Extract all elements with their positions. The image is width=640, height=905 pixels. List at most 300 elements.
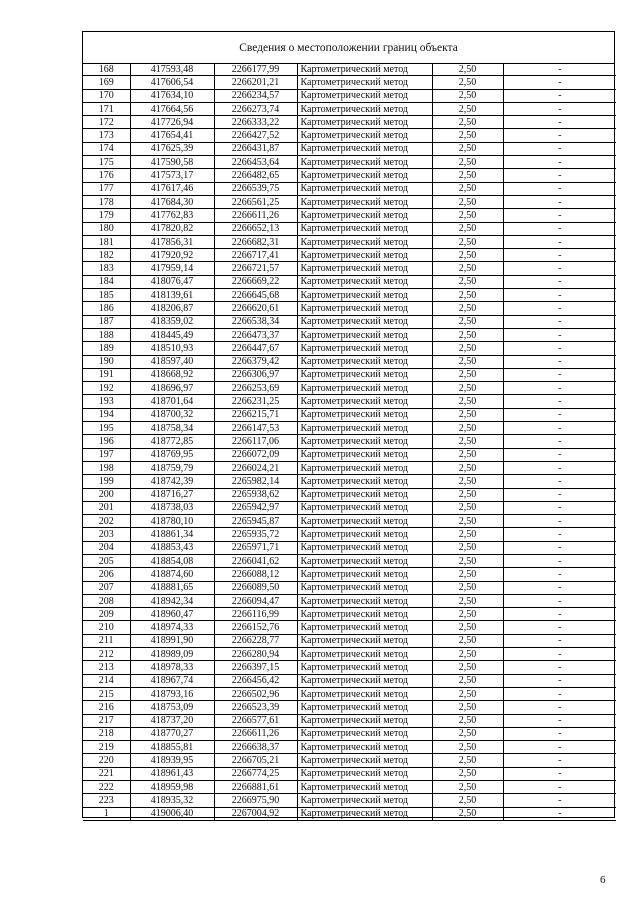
point-number-cell: 176 <box>83 169 130 182</box>
point-number-cell: 215 <box>83 687 130 700</box>
point-number-cell: 183 <box>83 262 130 275</box>
point-number-cell: 184 <box>83 275 130 288</box>
note-cell: - <box>503 568 616 581</box>
point-number-cell: 207 <box>83 581 130 594</box>
method-cell: Картометрический метод <box>297 355 432 368</box>
y-coordinate-cell: 2266024,21 <box>214 461 297 474</box>
method-cell: Картометрический метод <box>297 156 432 169</box>
point-number-cell: 190 <box>83 355 130 368</box>
y-coordinate-cell: 2265935,72 <box>214 528 297 541</box>
x-coordinate-cell: 417634,10 <box>130 89 214 102</box>
point-number-cell: 193 <box>83 395 130 408</box>
note-cell: - <box>503 195 616 208</box>
x-coordinate-cell: 417762,83 <box>130 209 214 222</box>
accuracy-cell: 2,50 <box>432 488 503 501</box>
table-row <box>83 76 616 89</box>
table-row <box>83 262 616 275</box>
note-cell: - <box>503 741 616 754</box>
point-number-cell: 206 <box>83 568 130 581</box>
table-row <box>83 461 616 474</box>
accuracy-cell: 2,50 <box>432 368 503 381</box>
x-coordinate-cell: 417593,48 <box>130 63 214 76</box>
document-frame <box>82 31 615 818</box>
point-number-cell: 187 <box>83 315 130 328</box>
x-coordinate-cell: 418942,34 <box>130 594 214 607</box>
y-coordinate-cell: 2266482,65 <box>214 169 297 182</box>
table-row <box>83 368 616 381</box>
note-cell: - <box>503 781 616 794</box>
x-coordinate-cell: 419006,40 <box>130 807 214 820</box>
method-cell: Картометрический метод <box>297 315 432 328</box>
table-row <box>83 342 616 355</box>
table-row <box>83 488 616 501</box>
accuracy-cell: 2,50 <box>432 727 503 740</box>
accuracy-cell: 2,50 <box>432 714 503 727</box>
method-cell: Картометрический метод <box>297 515 432 528</box>
y-coordinate-cell: 2266397,15 <box>214 661 297 674</box>
y-coordinate-cell: 2266228,77 <box>214 634 297 647</box>
y-coordinate-cell: 2266177,99 <box>214 63 297 76</box>
x-coordinate-cell: 418206,87 <box>130 302 214 315</box>
table-row <box>83 116 616 129</box>
y-coordinate-cell: 2266333,22 <box>214 116 297 129</box>
accuracy-cell: 2,50 <box>432 395 503 408</box>
point-number-cell: 204 <box>83 541 130 554</box>
accuracy-cell: 2,50 <box>432 541 503 554</box>
accuracy-cell: 2,50 <box>432 302 503 315</box>
point-number-cell: 220 <box>83 754 130 767</box>
note-cell: - <box>503 342 616 355</box>
note-cell: - <box>503 727 616 740</box>
accuracy-cell: 2,50 <box>432 142 503 155</box>
y-coordinate-cell: 2265938,62 <box>214 488 297 501</box>
accuracy-cell: 2,50 <box>432 568 503 581</box>
x-coordinate-cell: 418445,49 <box>130 328 214 341</box>
table-row <box>83 382 616 395</box>
note-cell: - <box>503 395 616 408</box>
point-number-cell: 212 <box>83 648 130 661</box>
point-number-cell: 203 <box>83 528 130 541</box>
note-cell: - <box>503 315 616 328</box>
y-coordinate-cell: 2265971,71 <box>214 541 297 554</box>
x-coordinate-cell: 418738,03 <box>130 501 214 514</box>
method-cell: Картометрический метод <box>297 594 432 607</box>
point-number-cell: 189 <box>83 342 130 355</box>
note-cell: - <box>503 461 616 474</box>
point-number-cell: 216 <box>83 701 130 714</box>
note-cell: - <box>503 209 616 222</box>
y-coordinate-cell: 2266620,61 <box>214 302 297 315</box>
table-row <box>83 807 616 820</box>
y-coordinate-cell: 2266117,06 <box>214 435 297 448</box>
y-coordinate-cell: 2266147,53 <box>214 422 297 435</box>
point-number-cell: 192 <box>83 382 130 395</box>
x-coordinate-cell: 418139,61 <box>130 289 214 302</box>
method-cell: Картометрический метод <box>297 661 432 674</box>
table-row <box>83 235 616 248</box>
method-cell: Картометрический метод <box>297 289 432 302</box>
method-cell: Картометрический метод <box>297 701 432 714</box>
note-cell: - <box>503 528 616 541</box>
point-number-cell: 209 <box>83 608 130 621</box>
point-number-cell: 205 <box>83 554 130 567</box>
point-number-cell: 223 <box>83 794 130 807</box>
method-cell: Картометрический метод <box>297 581 432 594</box>
table-row <box>83 661 616 674</box>
table-row <box>83 355 616 368</box>
table-row <box>83 648 616 661</box>
y-coordinate-cell: 2266561,25 <box>214 195 297 208</box>
x-coordinate-cell: 418716,27 <box>130 488 214 501</box>
table-row <box>83 475 616 488</box>
table-row <box>83 687 616 700</box>
note-cell: - <box>503 608 616 621</box>
point-number-cell: 200 <box>83 488 130 501</box>
table-row <box>83 209 616 222</box>
note-cell: - <box>503 435 616 448</box>
point-number-cell: 197 <box>83 448 130 461</box>
method-cell: Картометрический метод <box>297 408 432 421</box>
table-row <box>83 89 616 102</box>
method-cell: Картометрический метод <box>297 328 432 341</box>
x-coordinate-cell: 418935,32 <box>130 794 214 807</box>
x-coordinate-cell: 418753,09 <box>130 701 214 714</box>
accuracy-cell: 2,50 <box>432 435 503 448</box>
x-coordinate-cell: 418967,74 <box>130 674 214 687</box>
coordinates-table-body <box>83 63 616 820</box>
table-row <box>83 63 616 76</box>
note-cell: - <box>503 714 616 727</box>
point-number-cell: 182 <box>83 249 130 262</box>
note-cell: - <box>503 621 616 634</box>
method-cell: Картометрический метод <box>297 475 432 488</box>
method-cell: Картометрический метод <box>297 435 432 448</box>
y-coordinate-cell: 2266089,50 <box>214 581 297 594</box>
x-coordinate-cell: 418696,97 <box>130 382 214 395</box>
method-cell: Картометрический метод <box>297 89 432 102</box>
accuracy-cell: 2,50 <box>432 475 503 488</box>
page-number: 6 <box>600 874 606 886</box>
y-coordinate-cell: 2266611,26 <box>214 209 297 222</box>
x-coordinate-cell: 418854,08 <box>130 554 214 567</box>
note-cell: - <box>503 129 616 142</box>
y-coordinate-cell: 2266774,25 <box>214 767 297 780</box>
method-cell: Картометрический метод <box>297 794 432 807</box>
note-cell: - <box>503 89 616 102</box>
accuracy-cell: 2,50 <box>432 687 503 700</box>
x-coordinate-cell: 418742,39 <box>130 475 214 488</box>
accuracy-cell: 2,50 <box>432 448 503 461</box>
x-coordinate-cell: 418770,27 <box>130 727 214 740</box>
note-cell: - <box>503 488 616 501</box>
x-coordinate-cell: 418874,60 <box>130 568 214 581</box>
accuracy-cell: 2,50 <box>432 741 503 754</box>
method-cell: Картометрический метод <box>297 461 432 474</box>
x-coordinate-cell: 418668,92 <box>130 368 214 381</box>
note-cell: - <box>503 475 616 488</box>
method-cell: Картометрический метод <box>297 807 432 820</box>
y-coordinate-cell: 2266881,61 <box>214 781 297 794</box>
point-number-cell: 174 <box>83 142 130 155</box>
note-cell: - <box>503 515 616 528</box>
table-row <box>83 315 616 328</box>
x-coordinate-cell: 417606,54 <box>130 76 214 89</box>
y-coordinate-cell: 2266652,13 <box>214 222 297 235</box>
note-cell: - <box>503 701 616 714</box>
accuracy-cell: 2,50 <box>432 209 503 222</box>
method-cell: Картометрический метод <box>297 142 432 155</box>
accuracy-cell: 2,50 <box>432 156 503 169</box>
x-coordinate-cell: 417959,14 <box>130 262 214 275</box>
note-cell: - <box>503 501 616 514</box>
table-row <box>83 169 616 182</box>
method-cell: Картометрический метод <box>297 209 432 222</box>
accuracy-cell: 2,50 <box>432 289 503 302</box>
x-coordinate-cell: 418758,34 <box>130 422 214 435</box>
note-cell: - <box>503 169 616 182</box>
accuracy-cell: 2,50 <box>432 461 503 474</box>
point-number-cell: 1 <box>83 807 130 820</box>
accuracy-cell: 2,50 <box>432 515 503 528</box>
point-number-cell: 170 <box>83 89 130 102</box>
x-coordinate-cell: 417625,39 <box>130 142 214 155</box>
y-coordinate-cell: 2266456,42 <box>214 674 297 687</box>
table-row <box>83 634 616 647</box>
note-cell: - <box>503 275 616 288</box>
note-cell: - <box>503 408 616 421</box>
table-row <box>83 142 616 155</box>
x-coordinate-cell: 418961,43 <box>130 767 214 780</box>
method-cell: Картометрический метод <box>297 541 432 554</box>
method-cell: Картометрический метод <box>297 262 432 275</box>
y-coordinate-cell: 2266705,21 <box>214 754 297 767</box>
point-number-cell: 208 <box>83 594 130 607</box>
note-cell: - <box>503 794 616 807</box>
y-coordinate-cell: 2265942,97 <box>214 501 297 514</box>
note-cell: - <box>503 262 616 275</box>
y-coordinate-cell: 2265945,87 <box>214 515 297 528</box>
y-coordinate-cell: 2266152,76 <box>214 621 297 634</box>
note-cell: - <box>503 302 616 315</box>
table-row <box>83 794 616 807</box>
x-coordinate-cell: 417684,30 <box>130 195 214 208</box>
x-coordinate-cell: 418076,47 <box>130 275 214 288</box>
accuracy-cell: 2,50 <box>432 116 503 129</box>
accuracy-cell: 2,50 <box>432 262 503 275</box>
accuracy-cell: 2,50 <box>432 422 503 435</box>
note-cell: - <box>503 422 616 435</box>
point-number-cell: 186 <box>83 302 130 315</box>
point-number-cell: 217 <box>83 714 130 727</box>
x-coordinate-cell: 418978,33 <box>130 661 214 674</box>
table-row <box>83 621 616 634</box>
y-coordinate-cell: 2266717,41 <box>214 249 297 262</box>
y-coordinate-cell: 2265982,14 <box>214 475 297 488</box>
point-number-cell: 177 <box>83 182 130 195</box>
accuracy-cell: 2,50 <box>432 328 503 341</box>
x-coordinate-cell: 418510,93 <box>130 342 214 355</box>
point-number-cell: 211 <box>83 634 130 647</box>
point-number-cell: 201 <box>83 501 130 514</box>
table-row <box>83 568 616 581</box>
y-coordinate-cell: 2266041,62 <box>214 554 297 567</box>
table-row <box>83 554 616 567</box>
y-coordinate-cell: 2266280,94 <box>214 648 297 661</box>
accuracy-cell: 2,50 <box>432 195 503 208</box>
point-number-cell: 180 <box>83 222 130 235</box>
x-coordinate-cell: 418769,95 <box>130 448 214 461</box>
method-cell: Картометрический метод <box>297 674 432 687</box>
method-cell: Картометрический метод <box>297 129 432 142</box>
accuracy-cell: 2,50 <box>432 235 503 248</box>
method-cell: Картометрический метод <box>297 528 432 541</box>
x-coordinate-cell: 417664,56 <box>130 102 214 115</box>
x-coordinate-cell: 418959,98 <box>130 781 214 794</box>
table-row <box>83 275 616 288</box>
accuracy-cell: 2,50 <box>432 754 503 767</box>
note-cell: - <box>503 674 616 687</box>
point-number-cell: 168 <box>83 63 130 76</box>
point-number-cell: 169 <box>83 76 130 89</box>
method-cell: Картометрический метод <box>297 116 432 129</box>
y-coordinate-cell: 2266523,39 <box>214 701 297 714</box>
y-coordinate-cell: 2266721,57 <box>214 262 297 275</box>
method-cell: Картометрический метод <box>297 754 432 767</box>
accuracy-cell: 2,50 <box>432 275 503 288</box>
y-coordinate-cell: 2266538,34 <box>214 315 297 328</box>
method-cell: Картометрический метод <box>297 395 432 408</box>
point-number-cell: 214 <box>83 674 130 687</box>
method-cell: Картометрический метод <box>297 63 432 76</box>
point-number-cell: 194 <box>83 408 130 421</box>
y-coordinate-cell: 2266253,69 <box>214 382 297 395</box>
method-cell: Картометрический метод <box>297 621 432 634</box>
method-cell: Картометрический метод <box>297 608 432 621</box>
x-coordinate-cell: 418759,79 <box>130 461 214 474</box>
accuracy-cell: 2,50 <box>432 554 503 567</box>
point-number-cell: 196 <box>83 435 130 448</box>
y-coordinate-cell: 2266231,25 <box>214 395 297 408</box>
method-cell: Картометрический метод <box>297 182 432 195</box>
method-cell: Картометрический метод <box>297 222 432 235</box>
accuracy-cell: 2,50 <box>432 501 503 514</box>
x-coordinate-cell: 417617,46 <box>130 182 214 195</box>
point-number-cell: 172 <box>83 116 130 129</box>
y-coordinate-cell: 2266072,09 <box>214 448 297 461</box>
y-coordinate-cell: 2266215,71 <box>214 408 297 421</box>
y-coordinate-cell: 2266094,47 <box>214 594 297 607</box>
y-coordinate-cell: 2266379,42 <box>214 355 297 368</box>
y-coordinate-cell: 2266447,67 <box>214 342 297 355</box>
table-row <box>83 594 616 607</box>
point-number-cell: 199 <box>83 475 130 488</box>
x-coordinate-cell: 417920,92 <box>130 249 214 262</box>
y-coordinate-cell: 2266669,22 <box>214 275 297 288</box>
x-coordinate-cell: 418701,64 <box>130 395 214 408</box>
note-cell: - <box>503 249 616 262</box>
coordinates-table <box>83 63 616 821</box>
note-cell: - <box>503 116 616 129</box>
accuracy-cell: 2,50 <box>432 355 503 368</box>
table-row <box>83 222 616 235</box>
method-cell: Картометрический метод <box>297 169 432 182</box>
method-cell: Картометрический метод <box>297 275 432 288</box>
x-coordinate-cell: 418700,32 <box>130 408 214 421</box>
point-number-cell: 173 <box>83 129 130 142</box>
method-cell: Картометрический метод <box>297 727 432 740</box>
x-coordinate-cell: 418989,09 <box>130 648 214 661</box>
y-coordinate-cell: 2266645,68 <box>214 289 297 302</box>
y-coordinate-cell: 2266473,37 <box>214 328 297 341</box>
table-row <box>83 528 616 541</box>
point-number-cell: 219 <box>83 741 130 754</box>
note-cell: - <box>503 156 616 169</box>
table-row <box>83 129 616 142</box>
table-row <box>83 608 616 621</box>
table-row <box>83 328 616 341</box>
accuracy-cell: 2,50 <box>432 581 503 594</box>
accuracy-cell: 2,50 <box>432 315 503 328</box>
note-cell: - <box>503 581 616 594</box>
accuracy-cell: 2,50 <box>432 63 503 76</box>
table-row <box>83 249 616 262</box>
y-coordinate-cell: 2266539,75 <box>214 182 297 195</box>
method-cell: Картометрический метод <box>297 767 432 780</box>
method-cell: Картометрический метод <box>297 568 432 581</box>
x-coordinate-cell: 418960,47 <box>130 608 214 621</box>
x-coordinate-cell: 417654,41 <box>130 129 214 142</box>
method-cell: Картометрический метод <box>297 195 432 208</box>
accuracy-cell: 2,50 <box>432 621 503 634</box>
x-coordinate-cell: 417820,82 <box>130 222 214 235</box>
method-cell: Картометрический метод <box>297 648 432 661</box>
accuracy-cell: 2,50 <box>432 781 503 794</box>
method-cell: Картометрический метод <box>297 714 432 727</box>
y-coordinate-cell: 2266431,87 <box>214 142 297 155</box>
method-cell: Картометрический метод <box>297 302 432 315</box>
table-row <box>83 156 616 169</box>
x-coordinate-cell: 418793,16 <box>130 687 214 700</box>
x-coordinate-cell: 418737,20 <box>130 714 214 727</box>
note-cell: - <box>503 328 616 341</box>
point-number-cell: 221 <box>83 767 130 780</box>
method-cell: Картометрический метод <box>297 342 432 355</box>
note-cell: - <box>503 807 616 820</box>
y-coordinate-cell: 2266234,57 <box>214 89 297 102</box>
point-number-cell: 181 <box>83 235 130 248</box>
table-row <box>83 422 616 435</box>
note-cell: - <box>503 754 616 767</box>
method-cell: Картометрический метод <box>297 488 432 501</box>
accuracy-cell: 2,50 <box>432 89 503 102</box>
accuracy-cell: 2,50 <box>432 528 503 541</box>
note-cell: - <box>503 142 616 155</box>
table-row <box>83 408 616 421</box>
method-cell: Картометрический метод <box>297 235 432 248</box>
table-row <box>83 515 616 528</box>
y-coordinate-cell: 2266427,52 <box>214 129 297 142</box>
y-coordinate-cell: 2266611,26 <box>214 727 297 740</box>
note-cell: - <box>503 767 616 780</box>
point-number-cell: 188 <box>83 328 130 341</box>
method-cell: Картометрический метод <box>297 102 432 115</box>
x-coordinate-cell: 418939,95 <box>130 754 214 767</box>
x-coordinate-cell: 417856,31 <box>130 235 214 248</box>
point-number-cell: 222 <box>83 781 130 794</box>
accuracy-cell: 2,50 <box>432 102 503 115</box>
point-number-cell: 178 <box>83 195 130 208</box>
y-coordinate-cell: 2266577,61 <box>214 714 297 727</box>
